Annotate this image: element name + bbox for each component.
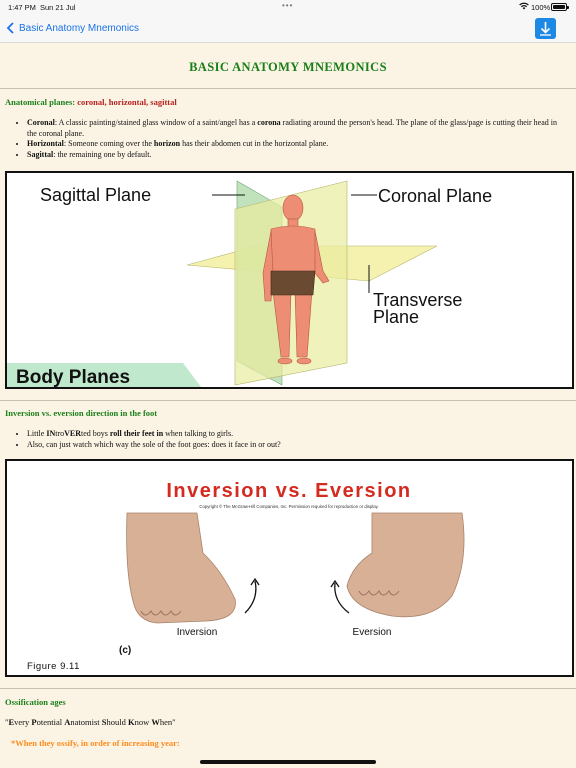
ossification-mnemonic: "Every Potential Anatomist Should Know When" [5,717,176,727]
text: tro [55,429,65,438]
shorts [271,271,315,295]
keyword: corona [257,118,281,127]
section-heading-ossification: Ossification ages [5,697,66,707]
heading-accent: coronal, horizontal, sagittal [77,97,177,107]
text: : Someone coming over the [63,139,154,148]
wifi-icon [519,2,529,10]
status-date: Sun 21 Jul [40,3,76,12]
keyword: horizon [153,139,181,148]
panel-label: (c) [119,645,132,656]
body-planes-illustration [7,173,572,387]
text: : the remaining one by default. [53,149,152,159]
text: Little [27,429,47,438]
section-heading-planes [5,97,177,107]
battery-fill [553,5,565,9]
label-transverse-line-2: Plane [373,307,420,327]
text: has their abdomen cut in the horizontal plane. [180,139,329,148]
text: when talking to girls. [163,429,234,438]
list-item [27,139,562,150]
banner-body-planes: Body Planes [16,367,131,387]
keyword: IN [46,429,56,438]
status-bar [0,0,576,14]
status-time: 1:47 PM [8,3,36,12]
foot-list [27,429,562,450]
back-button[interactable] [6,20,139,36]
divider [0,688,576,689]
label-coronal: Coronal Plane [378,186,493,206]
section-heading-foot: Inversion vs. eversion direction in the foot [5,408,158,418]
everted-foot [347,513,464,617]
chevron-left-icon [6,22,15,34]
heading-text: Anatomical planes [5,97,73,107]
home-indicator[interactable] [200,760,376,764]
planes-list [27,118,562,160]
list-item [27,118,562,139]
body-planes-figure [5,171,574,389]
heading-colon: : [72,97,78,107]
label-transverse-line-1: Transverse [373,290,463,310]
term: Sagittal [27,149,54,159]
navigation-bar [0,14,576,43]
divider [0,88,576,89]
text: radiating around the person's head. The plane of the glass/page is cutting their head in the coronal plane. [27,118,557,138]
list-item [27,150,562,161]
multitasking-dots[interactable]: ••• [282,1,294,10]
keyword: VER [64,429,81,438]
arrow-inversion [245,581,256,613]
text: : A classic painting/stained glass window of a saint/angel has a [54,118,258,127]
page-title: BASIC ANATOMY MNEMONICS [189,60,387,74]
copyright-notice: Copyright © The McGraw-Hill Companies, Inc. Permission required for reproduction or display. [199,504,379,509]
download-button[interactable] [535,18,556,39]
list-item: • Also, can just watch which way the sole of the foot goes: does it face in or out? [27,440,562,451]
term: Coronal [27,118,55,127]
figure-number: Figure 9.11 [27,661,80,672]
divider [0,400,576,401]
battery-percent: 100% [531,3,551,12]
download-arrow-icon [539,21,552,36]
keyword: roll their feet in [109,429,164,438]
label-inversion: Inversion [176,627,218,638]
figure-title: Inversion vs. Eversion [166,480,412,502]
label-eversion: Eversion [352,627,392,638]
battery-icon [551,3,567,11]
inversion-eversion-figure [5,459,574,677]
list-item [27,429,562,440]
back-button-label: Basic Anatomy Mnemonics [19,22,140,34]
term: Horizontal [27,139,64,148]
ossification-note: *When they ossify, in order of increasing year: [11,738,180,748]
text: ted boys [81,429,110,438]
inverted-foot [127,513,236,623]
inversion-eversion-illustration [7,461,572,675]
arrow-eversion [335,583,349,613]
label-sagittal: Sagittal Plane [40,185,152,205]
